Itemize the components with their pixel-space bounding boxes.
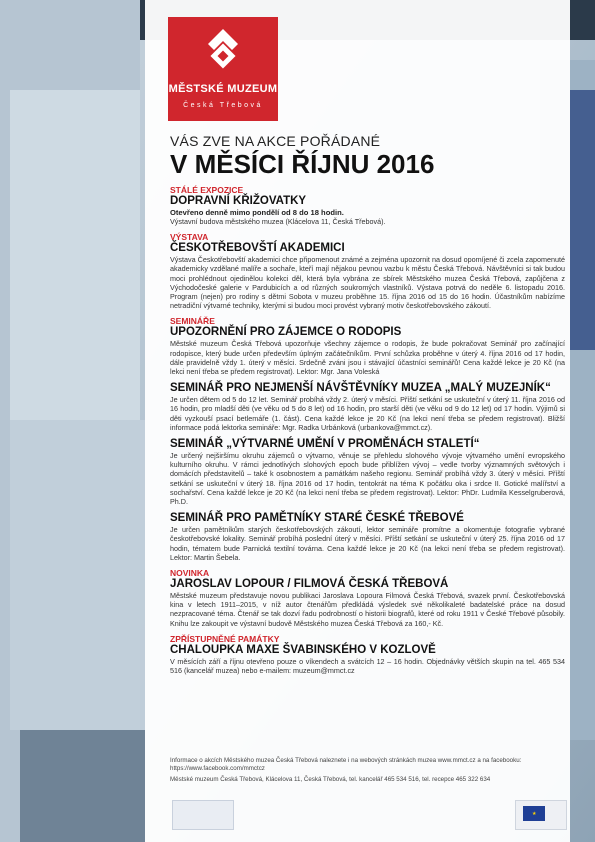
section-title: SEMINÁŘ PRO PAMĚTNÍKY STARÉ ČESKÉ TŘEBOVÉ [170, 512, 464, 525]
program-content [170, 133, 565, 675]
section-title: CHALOUPKA MAXE ŠVABINSKÉHO V KOZLOVĚ [170, 643, 436, 656]
section-new-book [170, 568, 565, 628]
section-permanent [170, 185, 565, 226]
section-category: VÝSTAVA [170, 232, 209, 243]
footer-address: Městské muzeum Česká Třebová, Klácelova 11, Česká Třebová, tel. kancelář 465 534 516, tel. recepce 465 322 634 [170, 776, 491, 783]
section-body: V měsících září a říjnu otevřeno pouze o víkendech a svátcích 12 – 16 hodin. Objednávky větších skupin na tel. 465 534 516 (kancelář muzea) nebo e-mailem: muzeum@mmct.cz [170, 656, 565, 676]
section-body: Je určený nejširšímu okruhu zájemců o výtvarno, věnuje se přehledu slohového vývoje výtvarného umění evropského kulturního okruhu. V rámci jednotlivých slohových epoch bude přiblížen vývoj – vedle tvorby významných světových i domácích představitelů – také k osobnostem a památkám našeho regionu. Seminář probíhá vždy 3. úterý v měsíci. Příští setkání se uskuteční v úterý 18. října 2016 od 17 hodin, tentokrát na téma K počátku oka i srdce II. Gotické malířství a sochařství. Cena každé lekce je 20 Kč (na lekci není třeba se předem registrovat). Lektor: PhDr. Ludmila Kesselgruberová, Ph.D. [170, 451, 565, 507]
section-subtitle: Otevřeno denně mimo pondělí od 8 do 18 hodin. [170, 208, 344, 217]
section-category: SEMINÁŘE [170, 316, 215, 327]
section-body: Městské muzeum Česká Třebová upozorňuje všechny zájemce o rodopis, že bude pokračovat Seminář pro začínající rodopisce, který bude určen především úplným začátečníkům. První schůzka proběhne v úterý 4. října 2016 od 17 hodin, dále pravidelně vždy 1. úterý v měsíci. Srdečně zváni jsou i stávající účastníci seminářů! Cena každé lekce je 20 Kč (na lekci není třeba se předem registrovat). Lektor: Mgr. Jana Voleská [170, 339, 565, 377]
section-body: Výstavní budova městského muzea (Klácelova 11, Česká Třebová). [170, 217, 386, 226]
section-title: DOPRAVNÍ KŘIŽOVATKY [170, 195, 307, 207]
section-body: Je určen pamětníkům starých českotřebovských zákoutí, lektor semináře promítne a okomentuje fotografie vybrané českotřebovské lokality. Seminář probíhá poslední úterý v měsíci. Příští setkání se uskuteční v úterý 25. října 2016 od 17 hodin, tématem bude Parnická textilní továrna. Cena každé lekce je 20 Kč (na lekci není třeba se předem registrovat). Lektor: Martin Šebela. [170, 525, 565, 562]
section-body: Výstava Českotřebovští akademici chce připomenout známé a zejména upozornit na dosud opomíjené či zcela zapomenuté akademicky vzdělané malíře a sochaře, kteří mají nějakou pevnou vazbu k městu Česká Třebová. Návštěvníci si tak budou moci prohlédnout ojedinělou kolekci děl, která byla vybrána ze sbírek Městského muzea Česká Třebová, zapůjčena z Východočeské galerie v Pardubicích a od různých soukromých vlastníků. Výstava potrvá do neděle 6. listopadu 2016. Program (nejen) pro rodiny s dětmi Sobota v muzeu proběhne 15. října 2016 od 15 do 16 hodin. Účastníkům nabízíme netradiční výtvarné techniky, kterými si budou moci provést vybraný motiv českotřebovského zákoutí. [170, 255, 565, 311]
section-exhibition [170, 232, 565, 310]
partner-logo-left [172, 800, 234, 830]
museum-logo [168, 17, 278, 121]
section-title: SEMINÁŘ „VÝTVARNÉ UMĚNÍ V PROMĚNÁCH STALETÍ“ [170, 438, 480, 451]
section-body: Městské muzeum představuje novou publikaci Jaroslava Lopoura Filmová Česká Třebová, svazek první. Českotřebovská kina v letech 1911–2015, v níž autor čtenářům předkládá výsledek své několikaleté badatelské práce na dosud nezpracované téma. Čtenář se tak dozví řadu podrobností o historii biografů, které od roku 1911 v České Třebové působily. Knihu lze zakoupit ve výstavní budově Městského muzea Česká Třebová za 160,- Kč. [170, 591, 565, 628]
logo-diamond-icon [208, 29, 238, 71]
logo-town: Česká Třebová [183, 102, 263, 109]
intro-line: VÁS ZVE NA AKCE POŘÁDANÉ [170, 133, 381, 149]
section-title: ČESKOTŘEBOVŠTÍ AKADEMICI [170, 242, 345, 255]
footer [170, 757, 565, 787]
section-title: SEMINÁŘ PRO NEJMENŠÍ NÁVŠTĚVNÍKY MUZEA „MALÝ MUZEJNÍK“ [170, 382, 551, 395]
section-old-town [170, 512, 565, 562]
eu-flag-icon: ★ [523, 806, 545, 821]
section-body: Je určen dětem od 5 do 12 let. Seminář probíhá vždy 2. úterý v měsíci. Příští setkání se uskuteční v úterý 11. října 2016 od 16 hodin, pro mladší děti (ve věku od 5 do 8 let) od 16 hodin, pro starší děti (ve věku od 9 do 12 let) od 17 hodin. Výjimů si děti vyzkouší psací betlemáře (1. část). Cena každé lekce je 20 Kč (na lekci není třeba se předem registrovat). Bližší informace podá lektorka semináře: Mgr. Radka Urbánková (urbankova@mmct.cz). [170, 395, 565, 432]
section-young-visitors [170, 382, 565, 432]
section-category: ZPŘÍSTUPNĚNÉ PAMÁTKY [170, 633, 280, 644]
section-monuments [170, 634, 565, 675]
headline: V MĚSÍCI ŘÍJNU 2016 [170, 149, 435, 179]
section-category: STÁLÉ EXPOZICE [170, 185, 244, 195]
section-category: NOVINKA [170, 568, 210, 579]
logo-name: MĚSTSKÉ MUZEUM [168, 83, 278, 95]
section-title: UPOZORNĚNÍ PRO ZÁJEMCE O RODOPIS [170, 326, 402, 339]
footer-web-info: Informace o akcích Městského muzea Česká Třebová naleznete i na webových stránkách muzea www.mmct.cz a na facebooku: https://www.facebook.com/mmctcz [170, 757, 522, 772]
section-genealogy [170, 316, 565, 376]
section-title: JAROSLAV LOPOUR / FILMOVÁ ČESKÁ TŘEBOVÁ [170, 578, 449, 591]
section-art-history [170, 438, 565, 506]
